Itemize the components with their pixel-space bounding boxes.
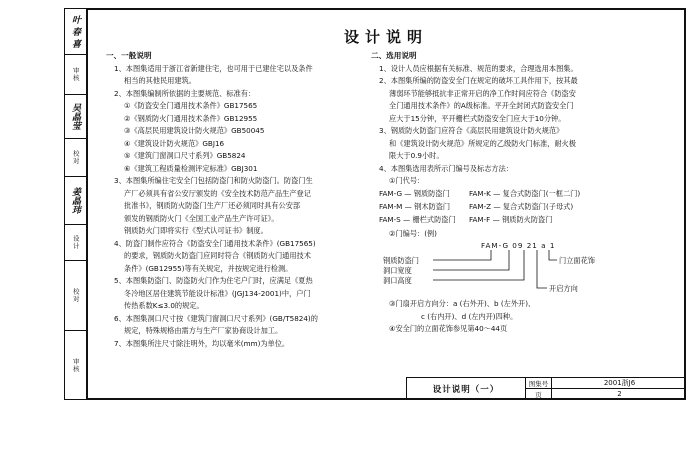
note-3: 3、本图集所编住宅安全门包括防盗门和防火防盗门。防盗门生	[114, 176, 313, 185]
general-notes	[106, 50, 362, 350]
sel-note-3-cont-2: 限大于0.9小时。	[389, 151, 444, 160]
approval-sidebar	[64, 8, 86, 400]
sel-note-2-cont-3: 应大于15分钟，平开栅栏式防盗安全门应大于10分钟。	[389, 113, 566, 123]
sel-note-3-cont-1: 和《建筑设计防火规范》所规定的乙级防火门标准，耐火极	[389, 138, 576, 148]
door-number-heading: ②门编号：(例)	[389, 228, 437, 238]
signature-bot: 姜晶玮	[70, 187, 80, 214]
note-7: 7、本图集所注尺寸除注明外，均以毫米(mm)为单位。	[114, 338, 290, 348]
standard-6: ⑥《建筑工程质量检测评定标准》GBJ301	[124, 163, 258, 173]
page-label: 页	[526, 389, 552, 400]
design-label: 设计	[71, 235, 80, 250]
standard-5: ⑤《建筑门窗洞口尺寸系列》GB5824	[124, 151, 246, 160]
section-heading-selection: 二、选用说明	[371, 51, 417, 60]
check-cell	[65, 139, 86, 177]
label-opening-height: 洞口高度	[383, 276, 412, 285]
label-door-pattern: 门立面花饰	[559, 256, 595, 265]
atlas-number-label: 图集号	[526, 378, 552, 389]
door-code-heading: ①门代号：	[389, 176, 425, 185]
sel-note-1: 1、设计人员应根据有关标准、规范的要求，合理选用本图集。	[379, 63, 578, 73]
selection-notes	[371, 50, 621, 336]
note-6-cont: 规定，特殊规格由需方与生产厂家协商设计加工。	[124, 326, 283, 335]
note-2: 2、本图集编制所依据的主要规范、标准有：	[114, 88, 256, 98]
sel-note-2-cont-2: 全门通用技术条件》的A级标准。平开全封闭式防盗安全门	[389, 101, 574, 110]
sel-note-4: 4、本图集选用表所示门编号及标志方法：	[379, 163, 513, 173]
sheet-name: 设计说明（一）	[407, 378, 526, 399]
sel-note-3: 3、钢质防火防盗门应符合《高层民用建筑设计防火规范》	[379, 126, 564, 135]
door-number-diagram	[371, 240, 621, 308]
open-direction-note-cont: c (右内开)、d (左内开)四种。	[421, 311, 518, 321]
collab-label: 校对	[71, 288, 80, 303]
note-3-cont-3: 颁发的钢质防火门《全国工业产品生产许可证》。	[124, 213, 279, 223]
note-3-cont-1: 产厂必须具有省公安厅颁发的《安全技术防范产品生产登记	[124, 188, 311, 198]
code-z: FAM-Z — 复合式防盗门(子母式)	[469, 201, 574, 211]
sign-cell-mid	[65, 95, 86, 139]
door-code-list	[371, 188, 621, 240]
signature-mid: 吴晶莹	[70, 103, 80, 130]
approve-cell	[65, 55, 86, 95]
standard-1: ①《防盗安全门通用技术条件》GB17565	[124, 101, 258, 110]
approve-label: 审核	[71, 67, 80, 82]
note-4-cont-1: 的要求，钢质防火防盗门应同时符合《钢质防火门通用技术	[124, 251, 311, 260]
note-3-cont-4: 钢质防火门即将实行《型式认可证书》制度。	[124, 226, 268, 235]
code-g: FAM-G — 钢质防盗门	[379, 188, 450, 198]
note-4-cont-2: 条件》(GB12955)等有关规定，并按规定进行检测。	[124, 263, 293, 273]
note-1: 1、本图集适用于浙江省新建住宅，也可用于已建住宅以及条件	[114, 63, 313, 73]
atlas-number-value: 2001浙J6	[603, 379, 636, 388]
title-block	[406, 377, 686, 400]
sign-cell-top	[65, 9, 86, 55]
note-5: 5、本图集防盗门、防盗防火门作为住宅户门时，应满足《夏热	[114, 276, 313, 285]
page-number-value: 2	[617, 390, 622, 399]
design-cell	[65, 225, 86, 261]
note-5-cont-1: 冬冷地区居住建筑节能设计标准》(JGJ134-2001)中，户门	[124, 288, 311, 298]
note-3-cont-2: 批准书》，钢质防火防盗门生产厂还必须同时具有公安部	[124, 201, 301, 210]
open-direction-note: ③门扇开启方向分：a (右外开)、b (左外开)、	[389, 299, 536, 308]
code-m: FAM-M — 钢木防盗门	[379, 201, 451, 211]
code-s: FAM-S — 栅栏式防盗门	[379, 214, 456, 224]
check-sign-label: 审核	[71, 357, 80, 373]
code-f: FAM-F — 钢质防火防盗门	[469, 214, 553, 224]
code-k: FAM-K — 复合式防盗门(一框二门)	[469, 188, 581, 198]
leader-pattern	[549, 250, 557, 260]
page-title: 设计说明	[343, 28, 428, 46]
note-1-cont: 相当的其他民用建筑。	[124, 76, 196, 85]
sel-note-2: 2、本图集所编的防盗安全门在规定的破坏工具作用下，按其最	[379, 76, 578, 85]
example-code: FAM-G 09 21 a 1	[481, 241, 556, 250]
section-heading-general: 一、一般说明	[106, 51, 152, 60]
collab-cell	[65, 261, 86, 331]
leader-type	[433, 250, 491, 260]
note-6: 6、本图集洞口尺寸按《建筑门窗洞口尺寸系列》(GB/T5824)的	[114, 313, 318, 323]
sign-cell-bot	[65, 177, 86, 225]
standard-2: ②《钢质防火门通用技术条件》GB12955	[124, 113, 258, 123]
label-open-direction: 开启方向	[549, 284, 578, 293]
label-opening-width: 洞口宽度	[383, 266, 412, 275]
check-sign-cell	[65, 331, 86, 399]
note-5-cont-2: 传热系数K≤3.0的规定。	[124, 301, 204, 310]
sel-note-2-cont-1: 薄弱环节能够抵抗非正常开启的净工作时间应符合《防盗安	[389, 88, 576, 98]
standard-4: ④《建筑设计防火规范》GBJ16	[124, 138, 225, 148]
label-door-type: 钢质防盗门	[383, 256, 419, 265]
pattern-reference-note: ④安全门的立面花饰参见第40～44页	[389, 324, 508, 333]
note-4: 4、防盗门制作应符合《防盗安全门通用技术条件》(GB17565)	[114, 238, 316, 248]
check-label: 校对	[71, 150, 80, 165]
leader-dir	[537, 250, 547, 288]
leader-height	[433, 250, 524, 280]
standard-3: ③《高层民用建筑设计防火规范》GB50045	[124, 126, 265, 135]
signature-top: 叶 春 喜	[70, 14, 80, 49]
